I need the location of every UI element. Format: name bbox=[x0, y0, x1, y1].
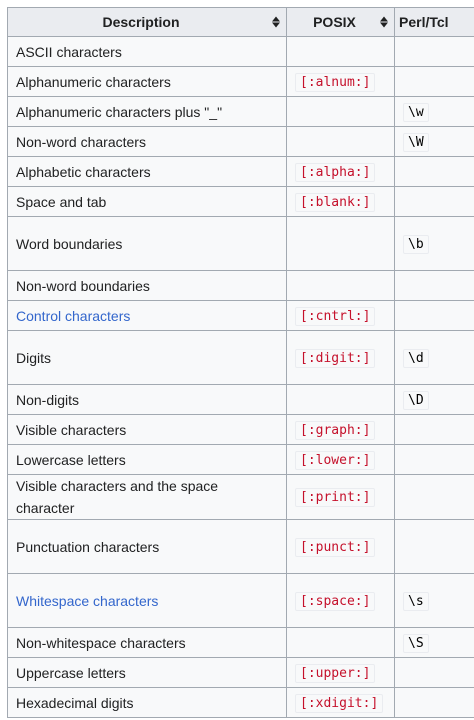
posix-cell bbox=[287, 520, 395, 574]
perl-escape-code: \d bbox=[403, 349, 429, 368]
posix-class-code: [:xdigit:] bbox=[295, 694, 383, 713]
perl-cell bbox=[395, 97, 474, 127]
posix-cell bbox=[287, 331, 395, 385]
posix-cell bbox=[287, 628, 395, 658]
description-text: Digits bbox=[16, 349, 52, 366]
sort-icon[interactable] bbox=[272, 17, 280, 28]
description-text: Alphanumeric characters plus "_" bbox=[16, 103, 223, 120]
posix-cell bbox=[287, 67, 395, 97]
perl-escape-code: \S bbox=[403, 634, 429, 653]
description-cell bbox=[8, 217, 287, 271]
perl-cell bbox=[395, 301, 474, 331]
posix-class-code: [:graph:] bbox=[295, 421, 375, 440]
description-cell bbox=[8, 37, 287, 67]
table-row bbox=[8, 301, 474, 331]
column-header-label: Description bbox=[102, 14, 180, 30]
description-text: Non-whitespace characters bbox=[16, 634, 186, 651]
description-text: Alphabetic characters bbox=[16, 163, 151, 180]
perl-cell bbox=[395, 688, 474, 718]
table-row bbox=[8, 475, 474, 520]
description-cell bbox=[8, 67, 287, 97]
table-row bbox=[8, 574, 474, 628]
posix-class-code: [:lower:] bbox=[295, 451, 375, 470]
posix-class-code: [:print:] bbox=[295, 488, 375, 507]
perl-escape-code: \D bbox=[403, 391, 429, 410]
column-header-perl[interactable] bbox=[395, 8, 474, 37]
description-text: Visible characters bbox=[16, 421, 127, 438]
table-row bbox=[8, 658, 474, 688]
description-text: Hexadecimal digits bbox=[16, 694, 134, 711]
perl-cell bbox=[395, 271, 474, 301]
perl-cell bbox=[395, 658, 474, 688]
perl-escape-code: \w bbox=[403, 103, 429, 122]
description-cell bbox=[8, 127, 287, 157]
description-cell bbox=[8, 688, 287, 718]
posix-class-code: [:space:] bbox=[295, 592, 375, 611]
description-cell bbox=[8, 331, 287, 385]
table-row bbox=[8, 628, 474, 658]
description-text: Non-word boundaries bbox=[16, 277, 150, 294]
perl-cell bbox=[395, 385, 474, 415]
perl-escape-code: \b bbox=[403, 235, 429, 254]
posix-class-code: [:cntrl:] bbox=[295, 307, 375, 326]
description-cell bbox=[8, 271, 287, 301]
description-cell bbox=[8, 157, 287, 187]
posix-cell bbox=[287, 157, 395, 187]
perl-cell bbox=[395, 520, 474, 574]
table-row bbox=[8, 97, 474, 127]
table-body bbox=[8, 37, 474, 718]
description-cell bbox=[8, 445, 287, 475]
table-row bbox=[8, 187, 474, 217]
perl-cell bbox=[395, 127, 474, 157]
perl-cell bbox=[395, 157, 474, 187]
perl-cell bbox=[395, 628, 474, 658]
perl-cell bbox=[395, 331, 474, 385]
description-cell bbox=[8, 385, 287, 415]
posix-cell bbox=[287, 688, 395, 718]
posix-class-code: [:upper:] bbox=[295, 664, 375, 683]
description-text: Word boundaries bbox=[16, 235, 123, 252]
description-cell bbox=[8, 520, 287, 574]
posix-cell bbox=[287, 127, 395, 157]
description-text: Space and tab bbox=[16, 193, 107, 210]
perl-cell bbox=[395, 574, 474, 628]
posix-class-code: [:alnum:] bbox=[295, 73, 375, 92]
table-row bbox=[8, 67, 474, 97]
posix-cell bbox=[287, 97, 395, 127]
posix-cell bbox=[287, 445, 395, 475]
table-row bbox=[8, 385, 474, 415]
description-cell bbox=[8, 658, 287, 688]
posix-cell bbox=[287, 574, 395, 628]
posix-class-code: [:blank:] bbox=[295, 193, 375, 212]
description-text: Non-digits bbox=[16, 391, 80, 408]
description-cell bbox=[8, 301, 287, 331]
perl-cell bbox=[395, 475, 474, 520]
posix-cell bbox=[287, 658, 395, 688]
perl-escape-code: \W bbox=[403, 133, 429, 152]
posix-cell bbox=[287, 301, 395, 331]
column-header-label: POSIX bbox=[313, 14, 356, 30]
posix-cell bbox=[287, 187, 395, 217]
posix-class-code: [:digit:] bbox=[295, 349, 375, 368]
description-link[interactable]: Whitespace characters bbox=[16, 592, 159, 609]
description-text: Non-word characters bbox=[16, 133, 146, 150]
sort-icon[interactable] bbox=[380, 17, 388, 28]
posix-cell bbox=[287, 37, 395, 67]
description-cell bbox=[8, 97, 287, 127]
description-text: Lowercase letters bbox=[16, 451, 126, 468]
table-row bbox=[8, 445, 474, 475]
perl-escape-code: \s bbox=[403, 592, 429, 611]
description-text: Uppercase letters bbox=[16, 664, 126, 681]
posix-cell bbox=[287, 415, 395, 445]
column-header-label: Perl/Tcl bbox=[399, 14, 449, 30]
table-row bbox=[8, 127, 474, 157]
table-row bbox=[8, 520, 474, 574]
description-link[interactable]: Control characters bbox=[16, 307, 131, 324]
description-text: Visible characters and the space character bbox=[16, 478, 219, 516]
posix-cell bbox=[287, 271, 395, 301]
column-header-description[interactable] bbox=[8, 8, 287, 37]
posix-class-code: [:punct:] bbox=[295, 538, 375, 557]
table-header-row bbox=[8, 8, 474, 37]
description-text: Alphanumeric characters bbox=[16, 73, 171, 90]
description-cell bbox=[8, 574, 287, 628]
description-text: Punctuation characters bbox=[16, 538, 160, 555]
posix-cell bbox=[287, 475, 395, 520]
table-row bbox=[8, 157, 474, 187]
description-cell bbox=[8, 415, 287, 445]
table-row bbox=[8, 331, 474, 385]
regex-character-class-table bbox=[7, 7, 474, 718]
perl-cell bbox=[395, 37, 474, 67]
table-row bbox=[8, 217, 474, 271]
table-row bbox=[8, 271, 474, 301]
description-cell bbox=[8, 475, 287, 520]
perl-cell bbox=[395, 67, 474, 97]
table-row bbox=[8, 37, 474, 67]
description-cell bbox=[8, 628, 287, 658]
column-header-posix[interactable] bbox=[287, 8, 395, 37]
perl-cell bbox=[395, 445, 474, 475]
description-text: ASCII characters bbox=[16, 43, 122, 60]
posix-cell bbox=[287, 385, 395, 415]
posix-class-code: [:alpha:] bbox=[295, 163, 375, 182]
perl-cell bbox=[395, 217, 474, 271]
perl-cell bbox=[395, 187, 474, 217]
table-row bbox=[8, 415, 474, 445]
table-container bbox=[7, 7, 474, 718]
posix-cell bbox=[287, 217, 395, 271]
description-cell bbox=[8, 187, 287, 217]
table-row bbox=[8, 688, 474, 718]
perl-cell bbox=[395, 415, 474, 445]
